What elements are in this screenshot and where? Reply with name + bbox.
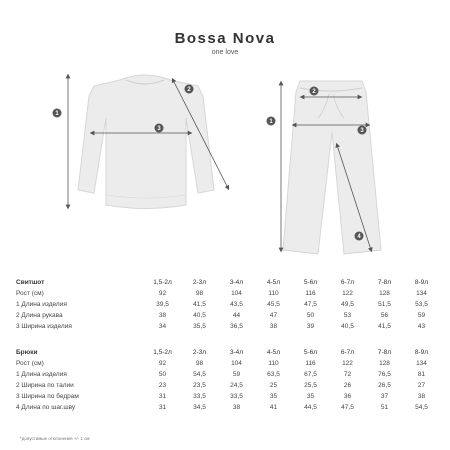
pants-size-table — [16, 347, 440, 413]
brand-tagline: one love — [211, 49, 239, 56]
table-cell: 40,5 — [193, 312, 206, 319]
svg-text:3: 3 — [157, 126, 161, 133]
table-cell: 59 — [417, 312, 426, 319]
table-cell: 49,5 — [341, 301, 354, 308]
brand-name: Bossa Nova — [174, 30, 276, 47]
table-row — [16, 310, 440, 321]
table-cell: 23,5 — [193, 382, 206, 389]
table-cell: 116 — [305, 290, 316, 297]
row-label: 4 Длина по шаг.шву — [16, 404, 76, 411]
table-cell: 35 — [269, 393, 278, 400]
table-cell: 47 — [269, 312, 278, 319]
table-row — [16, 391, 440, 402]
row-label: Рост (см) — [16, 290, 44, 297]
table-cell: 134 — [416, 360, 427, 367]
table-cell: 54,5 — [193, 371, 206, 378]
table-cell: 67,5 — [304, 371, 317, 378]
size-col-header: 6-7л — [340, 349, 355, 356]
pants-marker-2 — [310, 87, 319, 96]
table-cell: 24,5 — [230, 382, 243, 389]
table-cell: 26,5 — [378, 382, 391, 389]
table-cell: 50 — [158, 371, 167, 378]
table-cell: 36,5 — [230, 323, 243, 330]
table-cell: 38 — [269, 323, 278, 330]
table-cell: 122 — [342, 290, 353, 297]
row-label: 2 Длина рукава — [16, 312, 63, 319]
table-cell: 72 — [343, 371, 352, 378]
row-label: 3 Ширина по бедрам — [16, 393, 79, 400]
table-cell: 39,5 — [156, 301, 169, 308]
table-cell: 98 — [195, 290, 204, 297]
table-cell: 34 — [158, 323, 167, 330]
sweatshirt-marker-2 — [185, 85, 194, 94]
table-row — [16, 369, 440, 380]
table-cell: 35 — [306, 393, 315, 400]
table-cell: 33,5 — [193, 393, 206, 400]
table-cell: 31 — [158, 404, 167, 411]
size-col-header: 8-9л — [414, 349, 429, 356]
table-cell: 63,5 — [267, 371, 280, 378]
table-row — [16, 321, 440, 332]
sweatshirt-table-title: Свитшот — [16, 279, 45, 286]
table-cell: 122 — [342, 360, 353, 367]
size-col-header: 2-3л — [192, 279, 207, 286]
row-label: 1 Длина изделия — [16, 301, 67, 308]
size-col-header: 5-6л — [303, 349, 318, 356]
pants-table-title: Брюки — [16, 349, 38, 356]
sweatshirt-size-table — [16, 277, 440, 332]
row-label: 3 Ширина изделия — [16, 323, 72, 330]
table-cell: 27 — [417, 382, 426, 389]
pants-marker-1 — [267, 117, 276, 126]
table-cell: 110 — [268, 290, 279, 297]
table-cell: 110 — [268, 360, 279, 367]
sweatshirt-marker-3 — [155, 124, 164, 133]
table-cell: 116 — [305, 360, 316, 367]
size-col-header: 4-5л — [266, 279, 281, 286]
table-cell: 104 — [231, 290, 242, 297]
table-row — [16, 299, 440, 310]
table-cell: 53 — [343, 312, 352, 319]
table-cell: 128 — [379, 360, 390, 367]
sweatshirt-header-row — [16, 277, 440, 288]
svg-text:1: 1 — [55, 111, 59, 118]
table-cell: 128 — [379, 290, 390, 297]
table-cell: 40,5 — [341, 323, 354, 330]
size-col-header: 5-6л — [303, 279, 318, 286]
table-cell: 134 — [416, 290, 427, 297]
size-col-header: 2-3л — [192, 349, 207, 356]
row-label: 1 Длина изделия — [16, 371, 67, 378]
table-cell: 51 — [380, 404, 389, 411]
pants-header-row — [16, 347, 440, 358]
svg-text:1: 1 — [269, 119, 273, 126]
table-cell: 98 — [195, 360, 204, 367]
table-cell: 92 — [158, 290, 167, 297]
size-col-header: 4-5л — [266, 349, 281, 356]
size-col-header: 8-9л — [414, 279, 429, 286]
table-cell: 51,5 — [378, 301, 391, 308]
table-cell: 35,5 — [193, 323, 206, 330]
table-cell: 76,5 — [378, 371, 391, 378]
svg-text:2: 2 — [312, 89, 316, 96]
size-col-header: 7-8л — [377, 349, 392, 356]
table-row — [16, 358, 440, 369]
svg-text:3: 3 — [360, 128, 364, 135]
size-col-header: 3-4л — [229, 279, 244, 286]
table-cell: 43 — [417, 323, 426, 330]
pants-marker-4 — [355, 232, 364, 241]
table-cell: 50 — [306, 312, 315, 319]
table-cell: 39 — [306, 323, 315, 330]
table-cell: 23 — [158, 382, 167, 389]
table-cell: 54,5 — [415, 404, 428, 411]
sweatshirt-marker-1 — [53, 109, 62, 118]
table-cell: 38 — [417, 393, 426, 400]
table-row — [16, 288, 440, 299]
table-cell: 31 — [158, 393, 167, 400]
table-row — [16, 380, 440, 391]
table-cell: 47,5 — [341, 404, 354, 411]
pants-image — [283, 81, 381, 254]
table-cell: 47,5 — [304, 301, 317, 308]
table-cell: 44 — [232, 312, 241, 319]
size-col-header: 3-4л — [229, 349, 244, 356]
svg-text:2: 2 — [187, 87, 191, 94]
table-cell: 34,5 — [193, 404, 206, 411]
table-cell: 53,5 — [415, 301, 428, 308]
table-cell: 25,5 — [304, 382, 317, 389]
table-row — [16, 402, 440, 413]
pants-marker-3 — [358, 126, 367, 135]
footnote: *допустимые отклонения +/- 1 см — [20, 436, 90, 441]
sweatshirt-image — [78, 75, 214, 209]
table-cell: 59 — [232, 371, 241, 378]
size-col-header: 7-8л — [377, 279, 392, 286]
size-col-header: 1,5-2л — [153, 279, 172, 286]
table-cell: 26 — [343, 382, 352, 389]
table-cell: 104 — [231, 360, 242, 367]
table-cell: 33,5 — [230, 393, 243, 400]
row-label: 2 Ширина по талии — [16, 382, 74, 389]
table-cell: 37 — [380, 393, 389, 400]
table-cell: 92 — [158, 360, 167, 367]
table-cell: 25 — [269, 382, 278, 389]
table-cell: 56 — [380, 312, 389, 319]
table-cell: 41 — [269, 404, 278, 411]
table-cell: 38 — [232, 404, 241, 411]
table-cell: 44,5 — [304, 404, 317, 411]
table-cell: 41,5 — [378, 323, 391, 330]
table-cell: 45,5 — [267, 301, 280, 308]
table-cell: 36 — [343, 393, 352, 400]
size-col-header: 6-7л — [340, 279, 355, 286]
row-label: Рост (см) — [16, 360, 44, 367]
table-cell: 81 — [417, 371, 426, 378]
table-cell: 43,5 — [230, 301, 243, 308]
table-cell: 41,5 — [193, 301, 206, 308]
svg-text:4: 4 — [357, 234, 361, 241]
table-cell: 38 — [158, 312, 167, 319]
size-col-header: 1,5-2л — [153, 349, 172, 356]
